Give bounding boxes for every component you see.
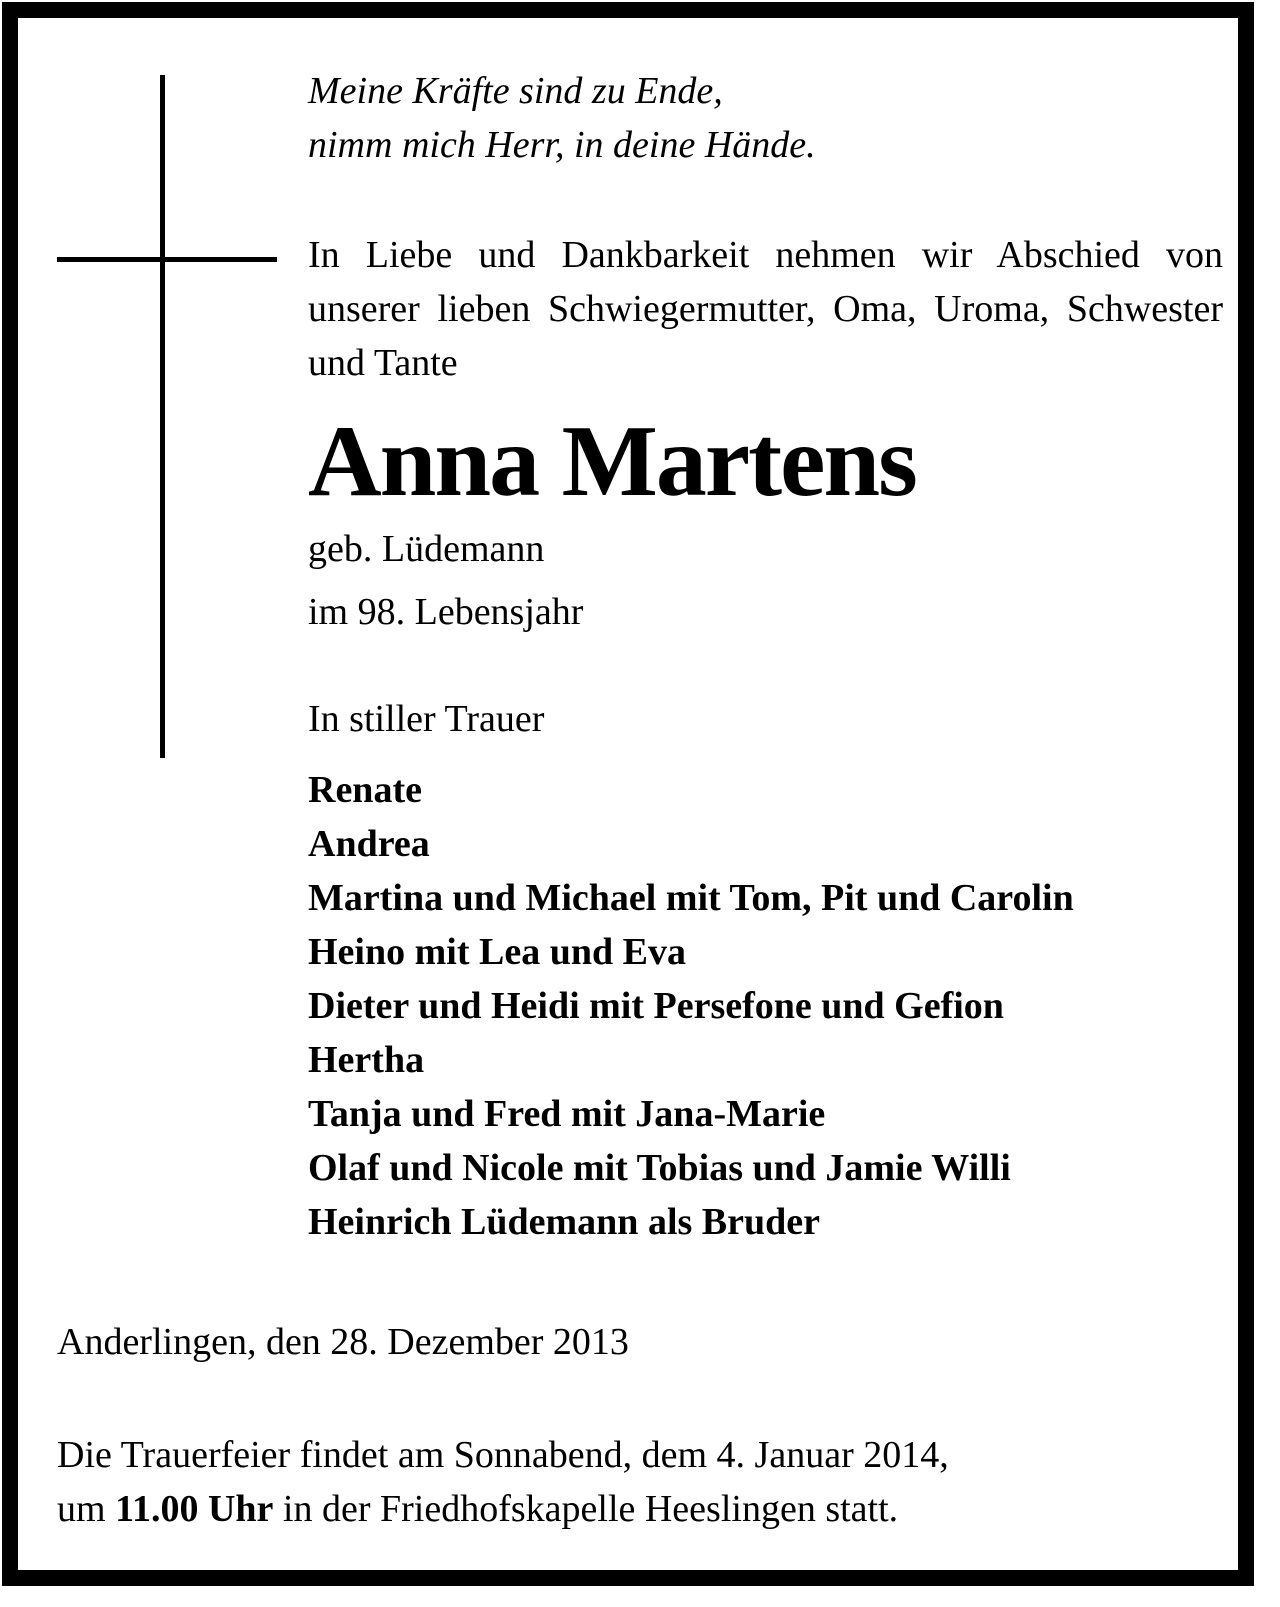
list-item: Heinrich Lüdemann als Bruder: [308, 1201, 820, 1243]
cross-icon: [160, 75, 165, 758]
verse-line-1: Meine Kräfte sind zu Ende,: [308, 70, 723, 112]
place-date: Anderlingen, den 28. Dezember 2013: [57, 1321, 629, 1363]
list-item: Renate: [308, 769, 422, 811]
list-item: Tanja und Fred mit Jana-Marie: [308, 1093, 826, 1135]
service-info: [57, 1428, 1227, 1536]
list-item: Andrea: [308, 823, 430, 865]
service-time: 11.00 Uhr: [115, 1488, 274, 1530]
list-item: Heino mit Lea und Eva: [308, 931, 686, 973]
verse: [308, 64, 1223, 172]
birth-name: geb. Lüdemann: [308, 528, 545, 570]
mourning-heading: In stiller Trauer: [308, 698, 545, 740]
list-item: Olaf und Nicole mit Tobias und Jamie Willi: [308, 1147, 1011, 1189]
cross-icon-crossbar: [57, 257, 277, 262]
mourners-list: [308, 763, 1223, 1249]
age-text: im 98. Lebensjahr: [308, 591, 584, 633]
deceased-name: Anna Martens: [308, 405, 916, 518]
service-text-2: um: [57, 1488, 116, 1530]
intro-text: In Liebe und Dankbarkeit nehmen wir Abschied von unserer lieben Schwiegermutter, Oma, Uroma, Schwester und Tante: [308, 234, 1223, 384]
list-item: Martina und Michael mit Tom, Pit und Carolin: [308, 877, 1074, 919]
service-text-1: Die Trauerfeier findet am Sonnabend, dem 4. Januar 2014,: [57, 1434, 949, 1476]
service-text-3: in der Friedhofskapelle Heeslingen statt.: [273, 1488, 899, 1530]
list-item: Dieter und Heidi mit Persefone und Gefion: [308, 985, 1004, 1027]
list-item: Hertha: [308, 1039, 425, 1081]
verse-line-2: nimm mich Herr, in deine Hände.: [308, 124, 816, 166]
